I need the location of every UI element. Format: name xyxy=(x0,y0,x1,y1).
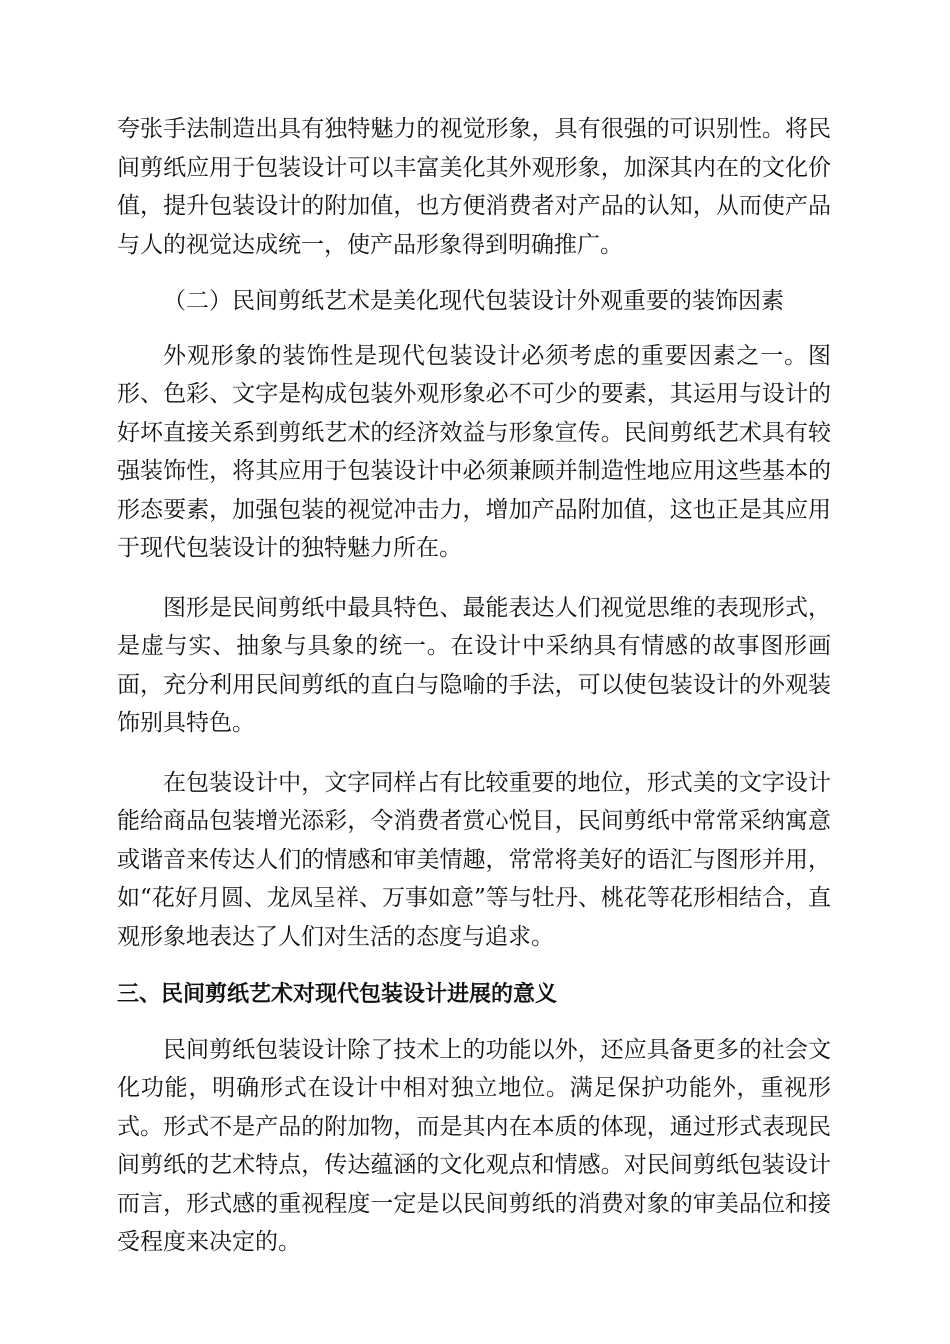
section-heading-3: 三、民间剪纸艺术对现代包装设计进展的意义 xyxy=(117,982,558,1007)
body-paragraph-2: 外观形象的装饰性是现代包装设计必须考虑的重要因素之一。图形、色彩、文字是构成包装外观形象必不可少的要素，其运用与设计的好坏直接关系到剪纸艺术的经济效益与形象宣传。民间剪纸艺术具有较强装饰性，将其应用于包装设计中必须兼顾并制造性地应用这些基本的形态要素，加强包装的视觉冲击力，增加产品附加值，这也正是其应用于现代包装设计的独特魅力所在。 xyxy=(117,342,831,561)
body-paragraph-1: 夸张手法制造出具有独特魅力的视觉形象，具有很强的可识别性。将民间剪纸应用于包装设计可以丰富美化其外观形象，加深其内在的文化价值，提升包装设计的附加值，也方便消费者对产品的认知，从而使产品与人的视觉达成统一，使产品形象得到明确推广。 xyxy=(117,116,831,258)
section-subheading-2: （二）民间剪纸艺术是美化现代包装设计外观重要的装饰因素 xyxy=(163,288,784,314)
body-paragraph-4: 在包装设计中，文字同样占有比较重要的地位，形式美的文字设计能给商品包装增光添彩，令消费者赏心悦目，民间剪纸中常常采纳寓意或谐音来传达人们的情感和审美情趣，常常将美好的语汇与图形并用，如“花好月圆、龙凤呈祥、万事如意”等与牡丹、桃花等花形相结合，直观形象地表达了人们对生活的态度与追求。 xyxy=(117,769,831,950)
body-paragraph-5: 民间剪纸包装设计除了技术上的功能以外，还应具备更多的社会文化功能，明确形式在设计中相对独立地位。满足保护功能外，重视形式。形式不是产品的附加物，而是其内在本质的体现，通过形式表现民间剪纸的艺术特点，传达蕴涵的文化观点和情感。对民间剪纸包装设计而言，形式感的重视程度一定是以民间剪纸的消费对象的审美品位和接受程度来决定的。 xyxy=(117,1036,831,1255)
body-paragraph-3: 图形是民间剪纸中最具特色、最能表达人们视觉思维的表现形式，是虚与实、抽象与具象的统一。在设计中采纳具有情感的故事图形画面，充分利用民间剪纸的直白与隐喻的手法，可以使包装设计的外观装饰别具特色。 xyxy=(117,594,831,736)
document-page xyxy=(117,110,831,1262)
